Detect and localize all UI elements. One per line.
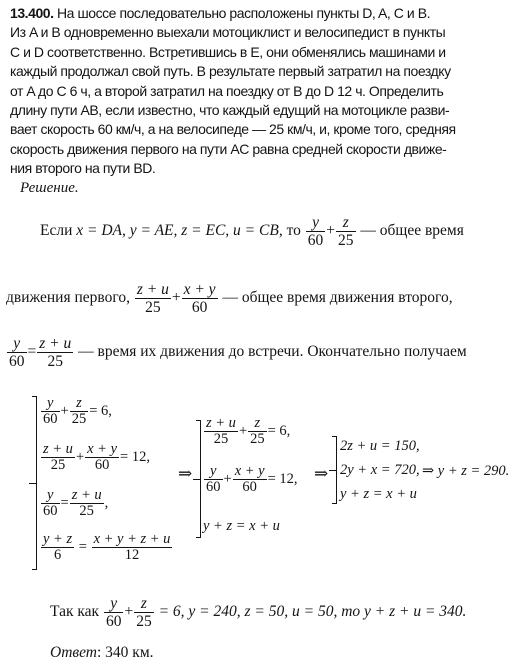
fraction: $\frac{x + y}{60}$ (234, 463, 265, 495)
system-1-row-1: $\frac{y}{60}$ + $\frac{z}{25}$ = 6, (43, 395, 112, 427)
problem-text-1: На шоссе последовательно расположены пункты D, A, C и B. (57, 5, 431, 21)
fraction: $\frac{x + y}{60}$ (87, 441, 118, 473)
p2-tail: — общее время движения второго, (222, 289, 453, 307)
final-tail: = 6, y = 240, z = 50, u = 50, то y + z + u = 340. (158, 603, 467, 621)
problem-line-6: длину пути AB, если известно, что каждый едущий на мотоцикле разви- (10, 102, 450, 119)
p3-tail: — время их движения до встречи. Окончательно получаем (78, 343, 467, 361)
fraction: $\frac{y}{60}$ (307, 214, 324, 249)
problem-line-3: C и D соответственно. Встретившись в E, они обменялись машинами и (10, 43, 446, 60)
system-3-brace (336, 436, 337, 504)
final-text-a: Так как (50, 603, 100, 621)
implies-arrow: ⇒ (314, 464, 329, 483)
fraction: $\frac{z + u}{25}$ (43, 441, 73, 473)
p1-text-a: Если (40, 222, 73, 240)
fraction: $\frac{z + u}{25}$ (71, 487, 102, 519)
solution-heading: Решение. (20, 180, 79, 196)
system-3-row-2: 2y + x = 720, (340, 462, 420, 478)
problem-line-2: Из A и B одновременно выехали мотоциклист и велосипедист в пункты (10, 24, 446, 41)
problem-line-1 (10, 4, 518, 23)
fraction: $\frac{z}{25}$ (250, 415, 265, 447)
fraction: $\frac{y}{60}$ (206, 463, 221, 495)
fraction: $\frac{y}{60}$ (105, 595, 122, 630)
solution-paragraph-2: движения первого, $\frac{z + u}{25}$ + $\frac{x + y}{60}$ — общее время движения второго, (6, 281, 453, 316)
problem-line-7: вает скорость 60 км/ч, а на велосипеде — 25 км/ч, и, кроме того, средняя (10, 121, 456, 138)
fraction: $\frac{y}{60}$ (43, 487, 58, 519)
fraction: $\frac{z + u}{25}$ (206, 415, 236, 447)
fraction: $\frac{y + z}{6}$ (43, 531, 73, 563)
system-2-row-3: y + z = x + u (203, 518, 280, 534)
system-2-brace (200, 420, 201, 538)
fraction: $\frac{x + y}{60}$ (183, 281, 216, 316)
problem-line-5: от A до C 6 ч, а второй затратил на поездку от B до D 12 ч. Определить (10, 82, 444, 99)
fraction: $\frac{y}{60}$ (43, 395, 58, 427)
problem-line-4: каждый продолжал свой путь. В результате первый затратил на поездку (10, 63, 451, 80)
answer (50, 644, 154, 662)
p1-variables: x = DA, y = AE, z = EC, u = CB, (76, 222, 283, 240)
problem-number: 13.400. (10, 5, 54, 21)
problem-statement (10, 4, 518, 179)
equation-system-1 (40, 392, 176, 576)
system-result: ⇒ y + z = 290. (422, 463, 510, 479)
fraction: $\frac{z + u}{25}$ (136, 281, 169, 316)
system-2-row-2: $\frac{y}{60}$ + $\frac{x + y}{60}$ = 12, (206, 463, 298, 495)
answer-value: : 340 км. (96, 644, 154, 661)
problem-line-8: скорость движения первого на пути AC равна средней скорости движе- (10, 140, 447, 157)
system-1-row-2: $\frac{z + u}{25}$ + $\frac{x + y}{60}$ = 12, (43, 441, 150, 473)
p1-text-b: то (286, 222, 301, 240)
system-1-brace (36, 396, 37, 570)
system-1-row-3: $\frac{y}{60}$ = $\frac{z + u}{25}$ , (43, 487, 109, 519)
fraction: $\frac{z}{25}$ (136, 595, 152, 630)
system-3-row-1: 2z + u = 150, (340, 438, 420, 454)
fraction: $\frac{y}{60}$ (9, 335, 25, 370)
fraction: $\frac{z}{25}$ (71, 395, 87, 427)
system-3-row-3: y + z = x + u (340, 486, 417, 502)
p2-text-a: движения первого, (6, 289, 130, 307)
answer-label: Ответ (50, 644, 97, 661)
system-2-row-1: $\frac{z + u}{25}$ + $\frac{z}{25}$ = 6, (206, 415, 291, 447)
equation-system-2 (203, 414, 313, 544)
problem-line-9: ния второго на пути BD. (10, 160, 156, 177)
solution-paragraph-1: Если x = DA, y = AE, z = EC, u = CB, то $\frac{y}{60}$ + $\frac{z}{25}$ — общее время (40, 214, 464, 249)
implies-arrow: ⇒ (178, 464, 193, 483)
system-1-row-4: $\frac{y + z}{6}$ = $\frac{x + y + z + u}{12}$ (43, 531, 171, 563)
solution-paragraph-3: $\frac{y}{60}$ = $\frac{z + u}{25}$ — время их движения до встречи. Окончательно получаем (9, 335, 467, 370)
final-line: Так как $\frac{y}{60}$ + $\frac{z}{25}$ = 6, y = 240, z = 50, u = 50, то y + z + u = 340. (50, 595, 467, 630)
fraction: $\frac{z}{25}$ (338, 214, 354, 249)
fraction: $\frac{z + u}{25}$ (39, 335, 72, 370)
p1-tail: — общее время (360, 222, 464, 240)
fraction: $\frac{x + y + z + u}{12}$ (93, 531, 171, 563)
